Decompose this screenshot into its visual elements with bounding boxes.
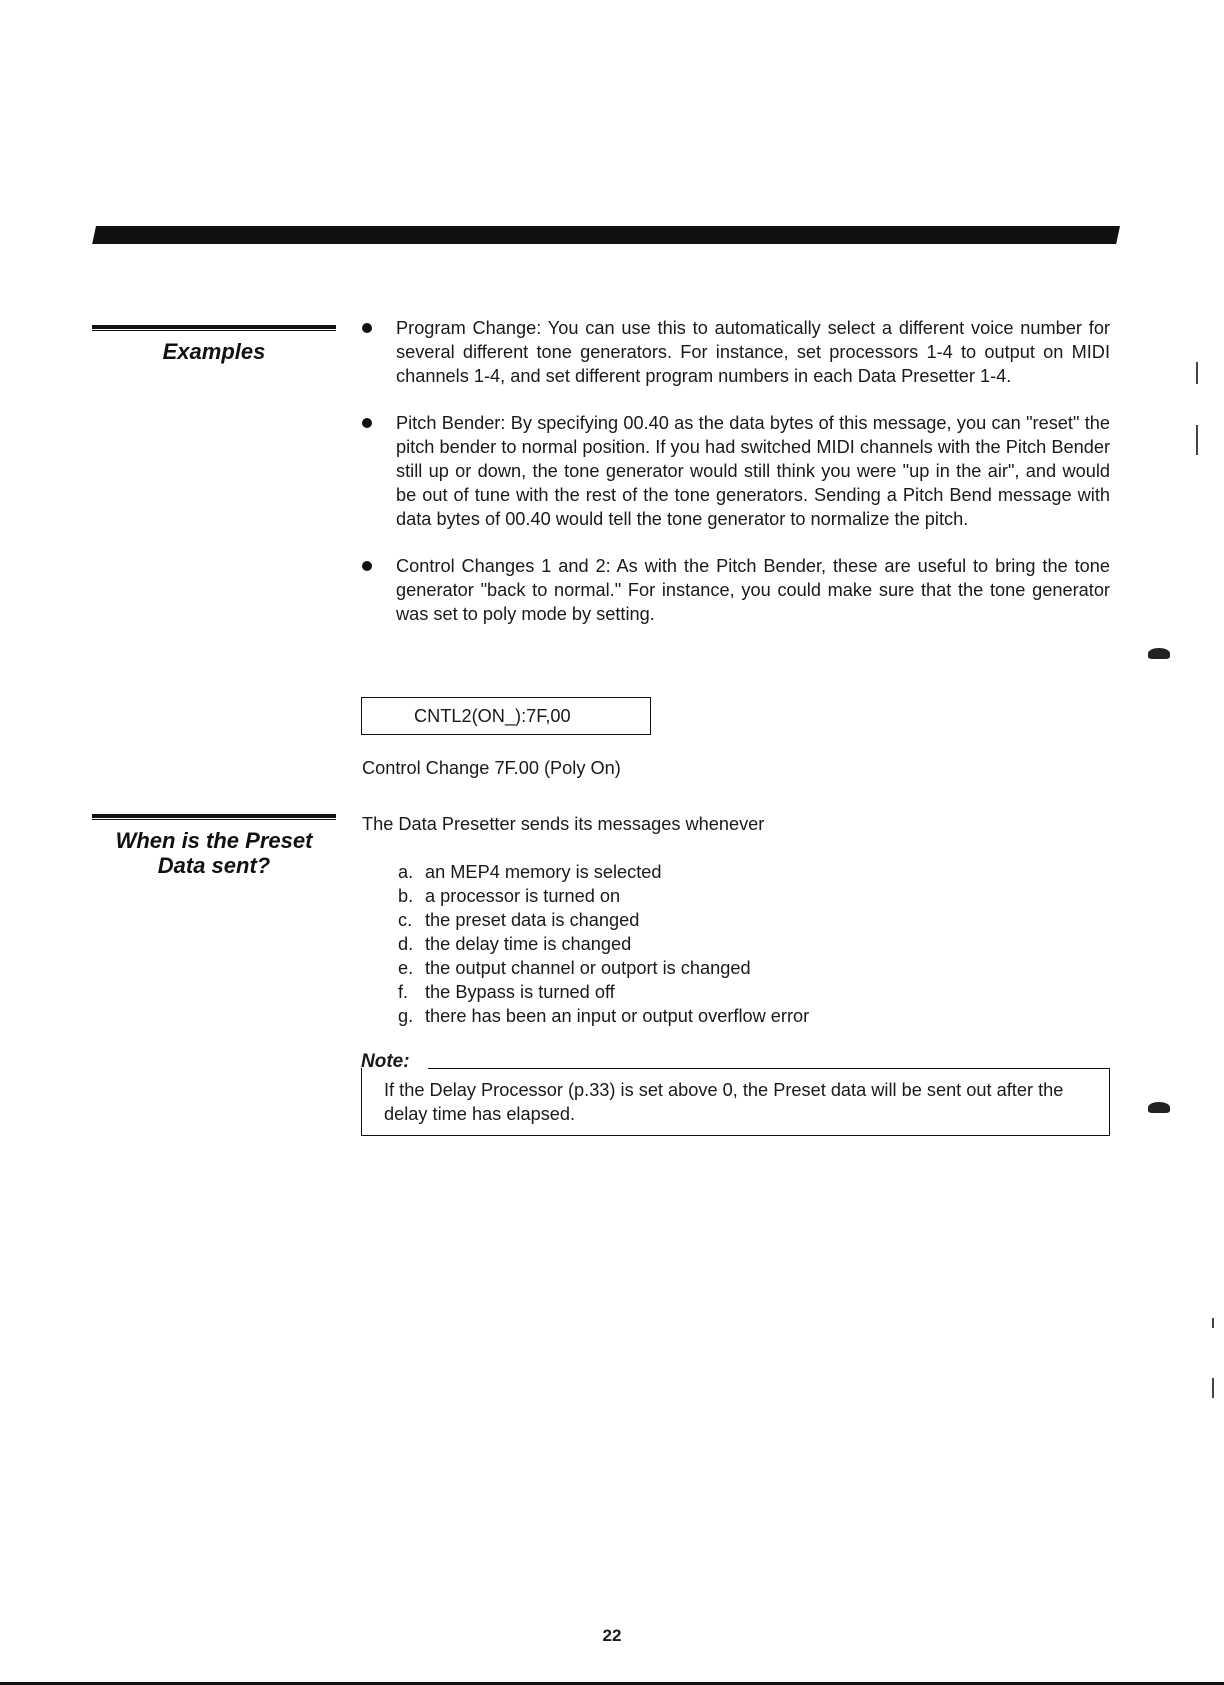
note-label: Note: [361, 1051, 410, 1072]
page-number: 22 [602, 1626, 622, 1645]
display-caption: Control Change 7F.00 (Poly On) [362, 758, 621, 778]
list-item-letter: g. [398, 1006, 414, 1026]
list-item-letter: f. [398, 982, 409, 1002]
list-item-text: an MEP4 memory is selected [425, 862, 662, 882]
bullet-icon [362, 418, 372, 428]
section-heading-examples: Examples [162, 339, 266, 364]
list-item-letter: e. [398, 958, 414, 978]
header-bar [92, 226, 1120, 244]
section-rule-preset-sent [92, 814, 336, 820]
margin-scan-mark [1196, 425, 1198, 455]
list-item-letter: c. [398, 910, 413, 930]
list-item-letter: d. [398, 934, 414, 954]
list-item-letter: a. [398, 862, 414, 882]
list-item [398, 860, 809, 884]
preset-sent-list [398, 860, 809, 1028]
bullet-program-change [358, 316, 1110, 388]
section-heading-line: When is the Preset [115, 828, 313, 853]
preset-sent-intro: The Data Presetter sends its messages whenever [362, 814, 765, 834]
list-item-text: the Bypass is turned off [425, 982, 615, 1002]
bullet-text: Pitch Bender: By specifying 00.40 as the data bytes of this message, you can "reset" the pitch bender to normal position. If you had switched MIDI channels with the Pitch Bender still up or down, the tone generator would still think you were "up in the air", and would be out of tune with the rest of the tone generators. Sending a Pitch Bend message with data bytes of 00.40 would tell the tone generator to normalize the pitch. [396, 413, 1110, 529]
examples-bullet-list [358, 316, 1110, 649]
section-heading-preset-sent [92, 828, 336, 878]
list-item-text: there has been an input or output overflow error [425, 1006, 810, 1026]
margin-scan-mark [1196, 362, 1198, 384]
section-rule-examples [92, 325, 336, 331]
list-item [398, 980, 809, 1004]
list-item-text: a processor is turned on [425, 886, 621, 906]
margin-scan-mark [1212, 1318, 1214, 1328]
margin-scan-blot [1148, 648, 1170, 659]
lcd-display-box [361, 697, 651, 735]
list-item [398, 932, 809, 956]
margin-scan-blot [1148, 1102, 1170, 1113]
bullet-icon [362, 323, 372, 333]
note-text: If the Delay Processor (p.33) is set above 0, the Preset data will be sent out after the delay time has elapsed. [384, 1080, 1064, 1124]
section-heading-line: Data sent? [157, 853, 271, 878]
list-item-text: the preset data is changed [425, 910, 640, 930]
list-item-text: the delay time is changed [425, 934, 632, 954]
bullet-icon [362, 561, 372, 571]
bullet-text: Control Changes 1 and 2: As with the Pitch Bender, these are useful to bring the tone generator "back to normal." For instance, you could make sure that the tone generator was set to poly mode by setting. [396, 556, 1110, 624]
margin-scan-mark [1212, 1378, 1214, 1398]
bullet-control-changes [358, 554, 1110, 626]
list-item-text: the output channel or outport is changed [425, 958, 751, 978]
list-item [398, 956, 809, 980]
list-item [398, 1004, 809, 1028]
list-item [398, 908, 809, 932]
bullet-pitch-bender [358, 411, 1110, 531]
list-item-letter: b. [398, 886, 414, 906]
lcd-display-text: CNTL2(ON_):7F,00 [414, 706, 571, 726]
bullet-text: Program Change: You can use this to automatically select a different voice number for several different tone generators. For instance, set processors 1-4 to output on MIDI channels 1-4, and set different program numbers in each Data Presetter 1-4. [396, 318, 1110, 386]
list-item [398, 884, 809, 908]
